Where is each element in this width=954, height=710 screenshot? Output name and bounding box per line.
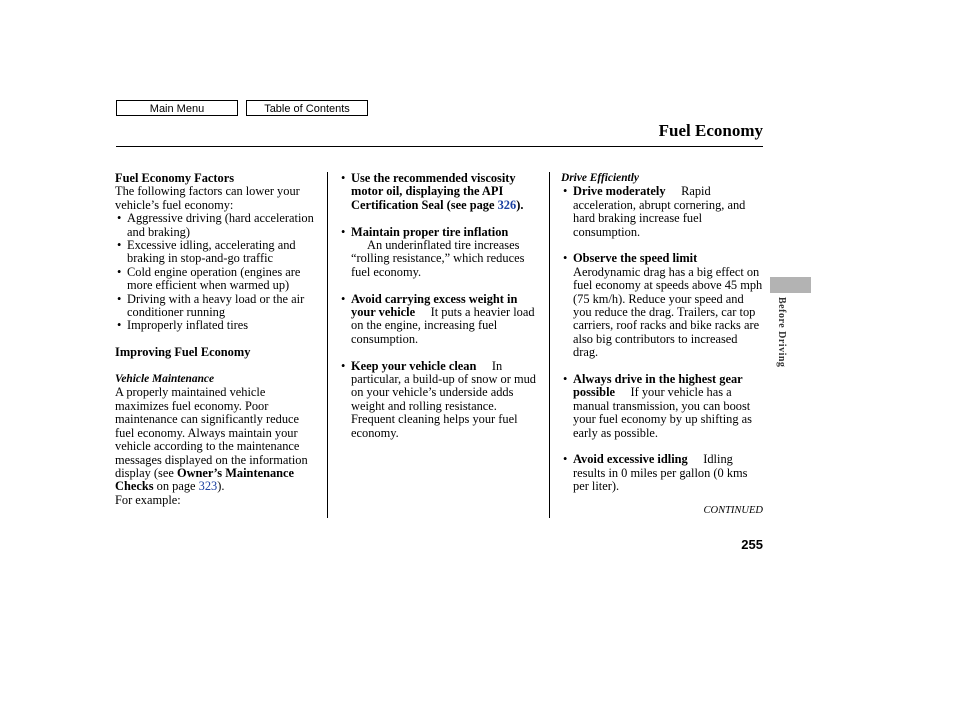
section-tab-label: Before Driving [776,297,787,368]
list-item: • Keep your vehicle clean In particular, a build-up of snow or mud on your vehicle’s underside adds weight and rolling resistance. Frequent cleaning helps your fuel economy. [339,360,543,440]
section-heading-improving: Improving Fuel Economy [115,345,251,360]
list-item: • Cold engine operation (engines are more efficient when warmed up) [115,266,321,293]
list-item: • Observe the speed limit Aerodynamic drag has a big effect on fuel economy at speeds above 45 mph (75 km/h). Reduce your speed and you reduce the drag. Trailers, car top carriers, roof racks and bike racks are also big contributors to increased drag. [561,252,764,359]
list-item: • Avoid carrying excess weight in your vehicle It puts a heavier load on the engine, increasing fuel consumption. [339,293,543,347]
list-item: • Driving with a heavy load or the air conditioner running [115,293,321,320]
subheading-vehicle-maintenance: Vehicle Maintenance [115,373,215,386]
section-heading-factors: Fuel Economy Factors [115,171,235,185]
owners-maintenance-checks-ref: Owner’s Maintenance Checks [115,465,295,494]
maintenance-paragraph: A properly maintained vehicle maximizes fuel economy. Poor maintenance can significantly reduce fuel economy. Always maintain your vehicle according to the maintenance messages displayed on the information display (see Owner’s Maintenance Checks on page 323). [115,385,308,494]
list-item: • Avoid excessive idling Idling results in 0 miles per gallon (0 kms per liter). [561,453,764,493]
for-example-text: For example: [115,492,181,507]
column-1 [115,172,321,507]
list-item: • Always drive in the highest gear possible If your vehicle has a manual transmission, you can boost your fuel economy by up shifting as early as possible. [561,373,764,440]
factors-list [115,212,321,333]
page-title: Fuel Economy [658,121,763,140]
page-link-326[interactable]: 326 [497,197,517,212]
list-item: • Use the recommended viscosity motor oil, displaying the API Certification Seal (see page 326). [339,172,543,212]
header-rule [116,146,763,147]
column-3 [561,172,764,494]
list-item: • Excessive idling, accelerating and braking in stop-and-go traffic [115,239,321,266]
list-item: • Drive moderately Rapid acceleration, abrupt cornering, and hard braking increase fuel consumption. [561,185,764,239]
factors-intro: The following factors can lower your vehicle’s fuel economy: [115,184,300,212]
section-tab-marker[interactable] [770,277,811,293]
column-divider-1 [327,172,328,518]
column-divider-2 [549,172,550,518]
list-item: • Improperly inflated tires [115,319,321,332]
main-menu-button[interactable]: Main Menu [116,100,238,116]
column-2 [339,172,543,440]
page-number: 255 [741,537,763,552]
list-item: • Maintain proper tire inflation An underinflated tire increases “rolling resistance,” which reduces fuel economy. [339,226,543,280]
continued-label: CONTINUED [703,505,763,516]
table-of-contents-button[interactable]: Table of Contents [246,100,368,116]
list-item: • Aggressive driving (hard acceleration and braking) [115,212,321,239]
page-link-323[interactable]: 323 [198,479,218,494]
subheading-drive-efficiently: Drive Efficiently [561,172,639,184]
